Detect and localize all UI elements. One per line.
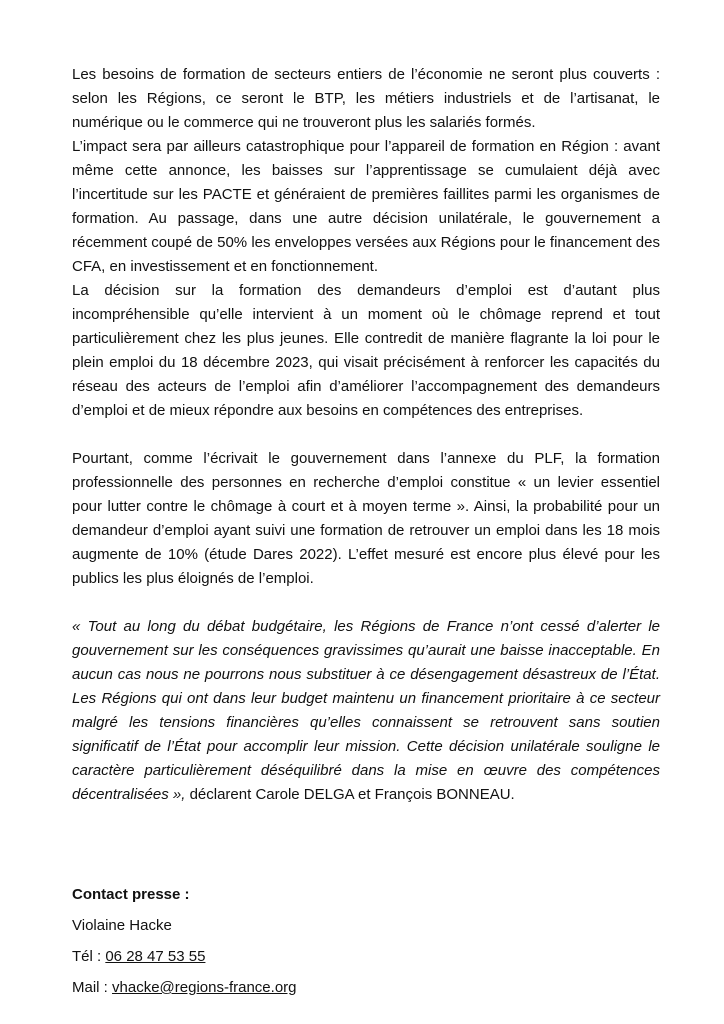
- contact-mail-line: [72, 976, 660, 1000]
- contact-section: [72, 883, 660, 1000]
- quote-paragraph: [72, 615, 660, 807]
- quote-text: « Tout au long du débat budgétaire, les Régions de France n’ont cessé d’alerter le gouvernement sur les conséquences gravissimes qu’aurait une baisse inacceptable. En aucun cas nous ne pourrons nous substituer à ce désengagement désastreux de l’État. Les Régions qui ont dans leur budget maintenu un financement prioritaire à ce secteur malgré les tensions financières qu’elles connaissent se retrouvent sans soutien significatif de l’État pour accomplir leur mission. Cette décision unilatérale souligne le caractère particulièrement déséquilibré dans la mise en œuvre des compétences décentralisées »,: [72, 618, 660, 803]
- contact-heading: Contact presse :: [72, 886, 190, 903]
- body-paragraph-4: Pourtant, comme l’écrivait le gouvernement dans l’annexe du PLF, la formation professionnelle des personnes en recherche d’emploi constitue « un levier essentiel pour lutter contre le chômage à court et à moyen terme ». Ainsi, la probabilité pour un demandeur d’emploi ayant suivi une formation de retrouver un emploi dans les 18 mois augmente de 10% (étude Dares 2022). L’effet mesuré est encore plus élevé pour les publics les plus éloignés de l’emploi.: [72, 450, 660, 587]
- contact-name: Violaine Hacke: [72, 917, 172, 934]
- mail-label: Mail :: [72, 979, 113, 996]
- quote-attribution: déclarent Carole DELGA et François BONNEAU.: [185, 786, 515, 803]
- body-paragraph-3: La décision sur la formation des demandeurs d’emploi est d’autant plus incompréhensible qu’elle intervient à un moment où le chômage reprend et tout particulièrement chez les plus jeunes. Elle contredit de manière flagrante la loi pour le plein emploi du 18 décembre 2023, qui visait précisément à renforcer les capacités du réseau des acteurs de l’emploi afin d’améliorer l’accompagnement des demandeurs d’emploi et de mieux répondre aux besoins en compétences des entreprises.: [72, 282, 660, 419]
- phone-link[interactable]: 06 28 47 53 55: [105, 948, 206, 965]
- contact-tel-line: [72, 945, 660, 969]
- body-paragraph-2: L’impact sera par ailleurs catastrophique pour l’appareil de formation en Région : avant même cette annonce, les baisses sur l’apprentissage se cumulaient déjà avec l’incertitude sur les PACTE et généraient de premières faillites parmi les organismes de formation. Au passage, dans une autre décision unilatérale, le gouvernement a récemment coupé de 50% les enveloppes versées aux Régions pour le financement des CFA, en investissement et en fonctionnement.: [72, 138, 660, 275]
- body-paragraph-1: Les besoins de formation de secteurs entiers de l’économie ne seront plus couverts : selon les Régions, ce seront le BTP, les métiers industriels et de l’artisanat, le numérique ou le commerce qui ne trouveront plus les salariés formés.: [72, 66, 660, 131]
- tel-label: Tél :: [72, 948, 106, 965]
- email-link[interactable]: vhacke@regions-france.org: [112, 979, 297, 996]
